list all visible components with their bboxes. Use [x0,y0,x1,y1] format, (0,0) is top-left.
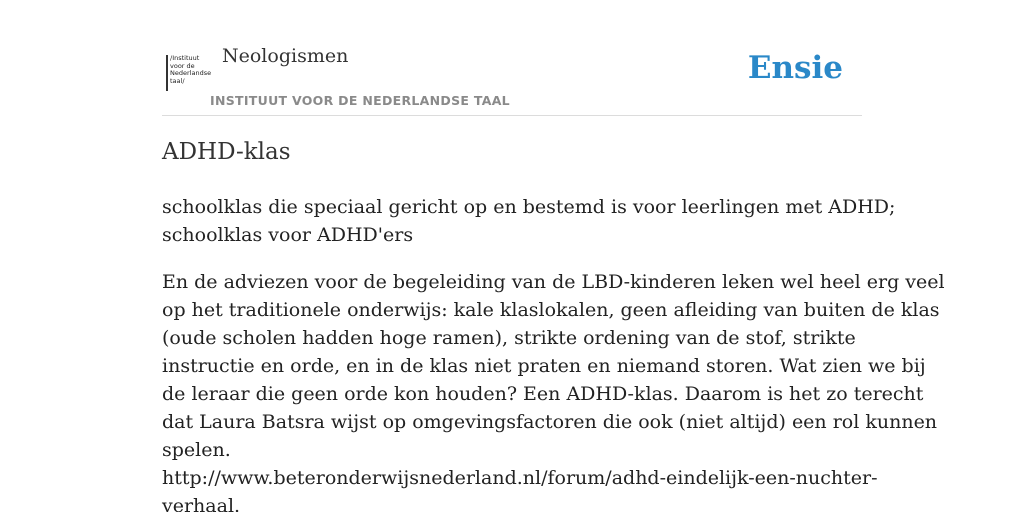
logo-line: /Instituut [170,54,200,62]
entry-term: ADHD-klas [162,139,291,165]
definition-line: schoolklas voor ADHD'ers [162,224,414,246]
example-line: instructie en orde, en in de klas niet praten en niemand storen. Wat zien we bij [162,355,926,377]
header [162,0,862,116]
ivdnt-logo[interactable] [166,55,210,91]
logo-line: Nederlandse [170,69,212,77]
example-line: En de adviezen voor de begeleiding van de LBD-kinderen leken wel heel erg veel [162,271,945,293]
source-link[interactable]: verhaal. [162,495,241,512]
source-link[interactable]: http://www.beteronderwijsnederland.nl/forum/adhd-eindelijk-een-nuchter- [162,467,878,489]
example-line: de leraar die geen orde kon houden? Een ADHD-klas. Daarom is het zo terecht [162,383,924,405]
ensie-logo-link[interactable]: Ensie [747,50,843,86]
definition-line: schoolklas die speciaal gericht op en bestemd is voor leerlingen met ADHD; [162,196,896,218]
organization-name: INSTITUUT VOOR DE NEDERLANDSE TAAL [210,93,510,108]
example-line: spelen. [162,439,231,461]
logo-line: voor de [170,61,195,70]
logo-line: taal/ [170,76,185,85]
example-line: (oude scholen hadden hoge ramen), strikte ordening van de stof, strikte [162,327,856,349]
page [162,0,945,512]
entry-example [162,268,945,512]
entry-definition [162,193,896,249]
example-line: op het traditionele onderwijs: kale klaslokalen, geen afleiding van buiten de klas [162,299,940,321]
example-line: dat Laura Batsra wijst op omgevingsfactoren die ook (niet altijd) een rol kunnen [162,411,938,433]
site-title[interactable]: Neologismen [222,45,349,67]
